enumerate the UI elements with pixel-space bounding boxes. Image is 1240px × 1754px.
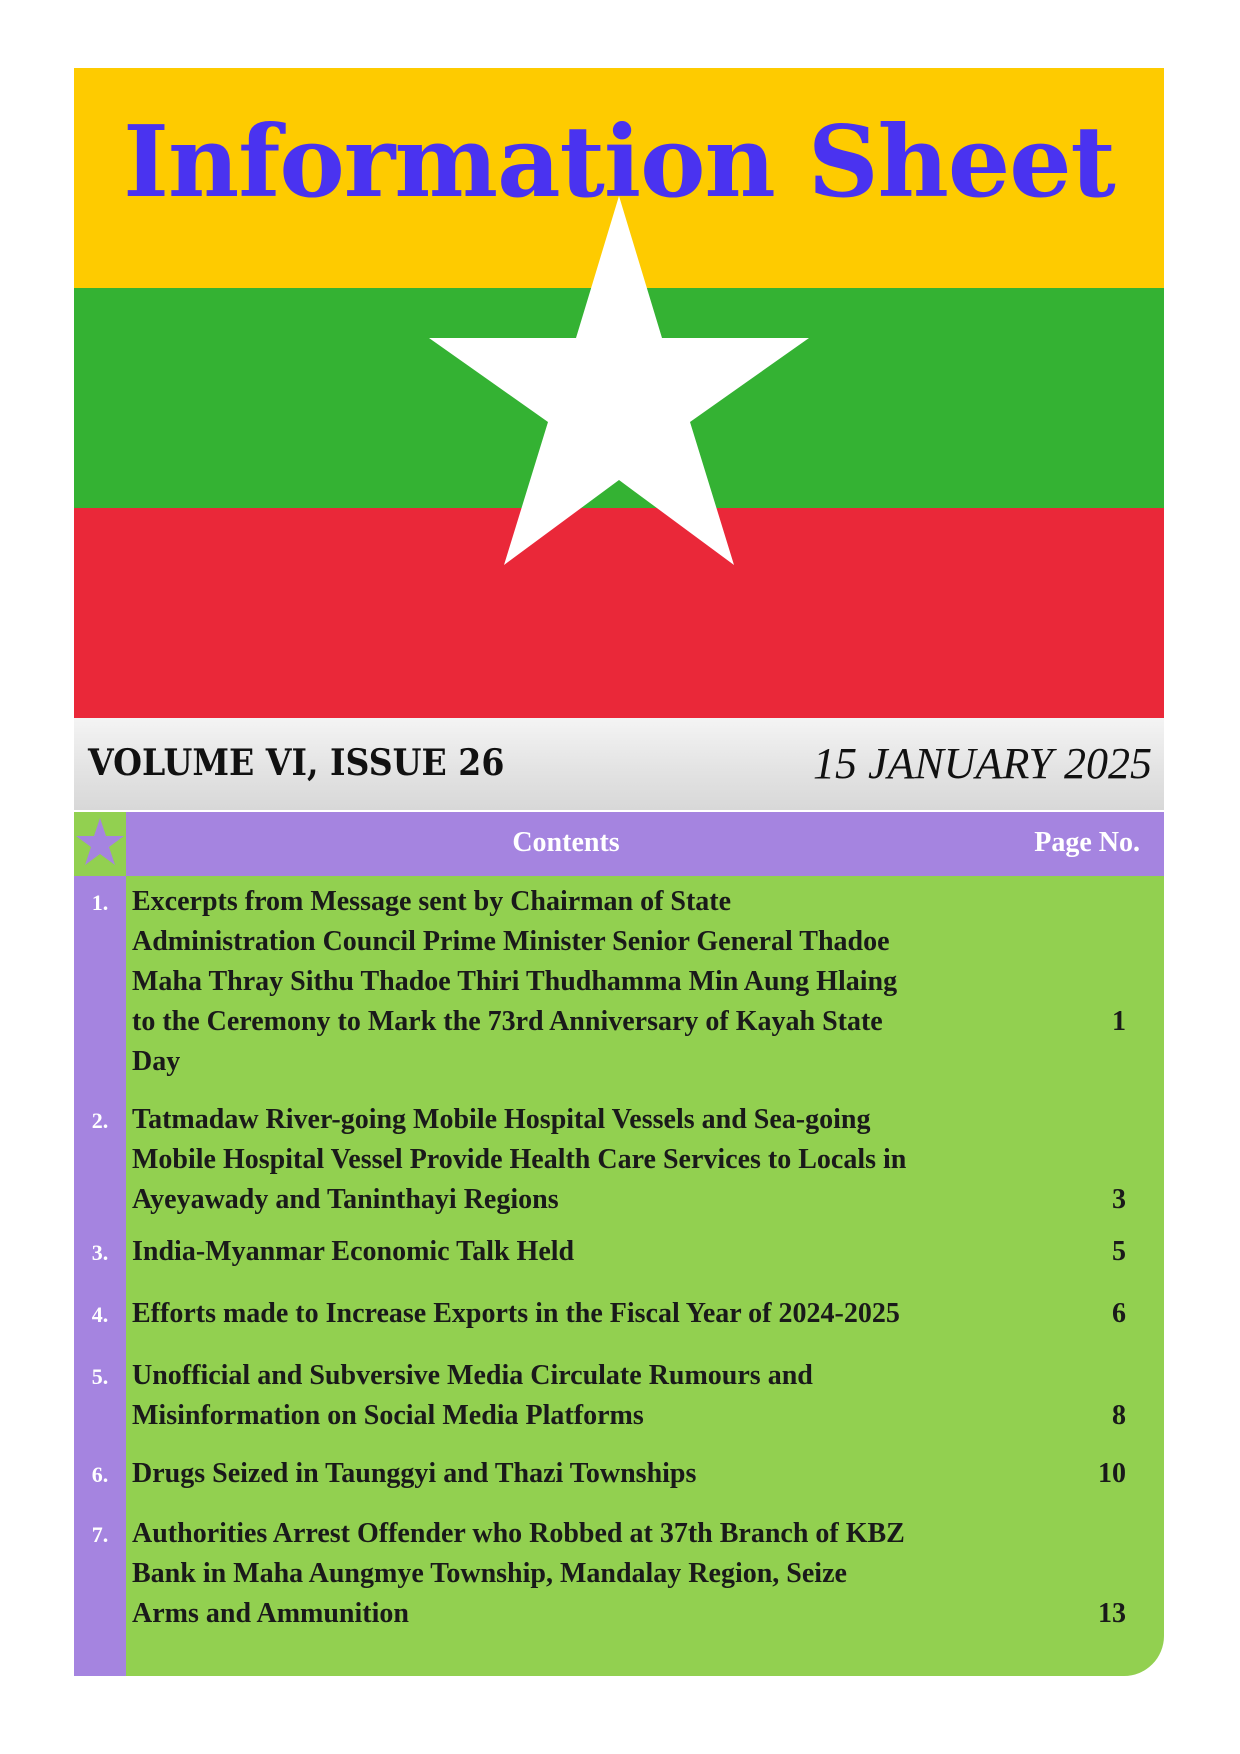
toc-item-page: 1 — [1112, 1006, 1126, 1037]
toc-item-page: 8 — [1112, 1400, 1126, 1431]
toc-item-number: 6. — [91, 1462, 109, 1487]
document-title: Information Sheet — [123, 105, 1115, 220]
table-of-contents — [74, 812, 1164, 1676]
toc-item-page: 6 — [1112, 1298, 1126, 1329]
toc-item-page: 10 — [1098, 1458, 1126, 1489]
toc-item-number: 1. — [91, 890, 109, 915]
toc-item-title: Tatmadaw River-going Mobile Hospital Vessels and Sea-going Mobile Hospital Vessel Provide Health Care Services to Locals in Ayeyawady and Taninthayi Regions — [132, 1104, 907, 1215]
toc-item-title: Drugs Seized in Taunggyi and Thazi Townships — [132, 1458, 697, 1489]
issue-bar — [74, 718, 1164, 810]
myanmar-flag — [74, 68, 1164, 718]
toc-item-title: India-Myanmar Economic Talk Held — [132, 1236, 575, 1267]
star-icon — [74, 812, 126, 876]
toc-item-page: 3 — [1112, 1184, 1126, 1215]
toc-item-title: Authorities Arrest Offender who Robbed at 37th Branch of KBZ Bank in Maha Aungmye Township, Mandalay Region, Seize Arms and Ammunition — [132, 1518, 905, 1629]
volume-issue: VOLUME VI, ISSUE 26 — [88, 742, 505, 784]
toc-item-title: Unofficial and Subversive Media Circulate Rumours and Misinformation on Social Media Platforms — [132, 1360, 813, 1431]
toc-item-title: Excerpts from Message sent by Chairman of State Administration Council Prime Minister Senior General Thadoe Maha Thray Sithu Thadoe Thiri Thudhamma Min Aung Hlaing to the Ceremony to Mark the 73rd Anniversary of Kayah State Day — [132, 886, 898, 1077]
toc-heading: Contents — [512, 827, 620, 858]
issue-date: 15 JANUARY 2025 — [813, 739, 1152, 788]
toc-item-number: 2. — [91, 1108, 109, 1133]
toc-header — [126, 812, 1164, 876]
toc-item-page: 5 — [1112, 1236, 1126, 1267]
toc-item-number: 7. — [91, 1522, 109, 1547]
toc-item-title: Efforts made to Increase Exports in the Fiscal Year of 2024-2025 — [132, 1298, 900, 1329]
toc-corner — [74, 812, 126, 876]
toc-item-number: 3. — [91, 1240, 109, 1265]
toc-item-page: 13 — [1098, 1598, 1126, 1629]
toc-page-heading: Page No. — [1034, 827, 1140, 858]
toc-item-number: 4. — [91, 1302, 109, 1327]
toc-item-number: 5. — [91, 1364, 109, 1389]
